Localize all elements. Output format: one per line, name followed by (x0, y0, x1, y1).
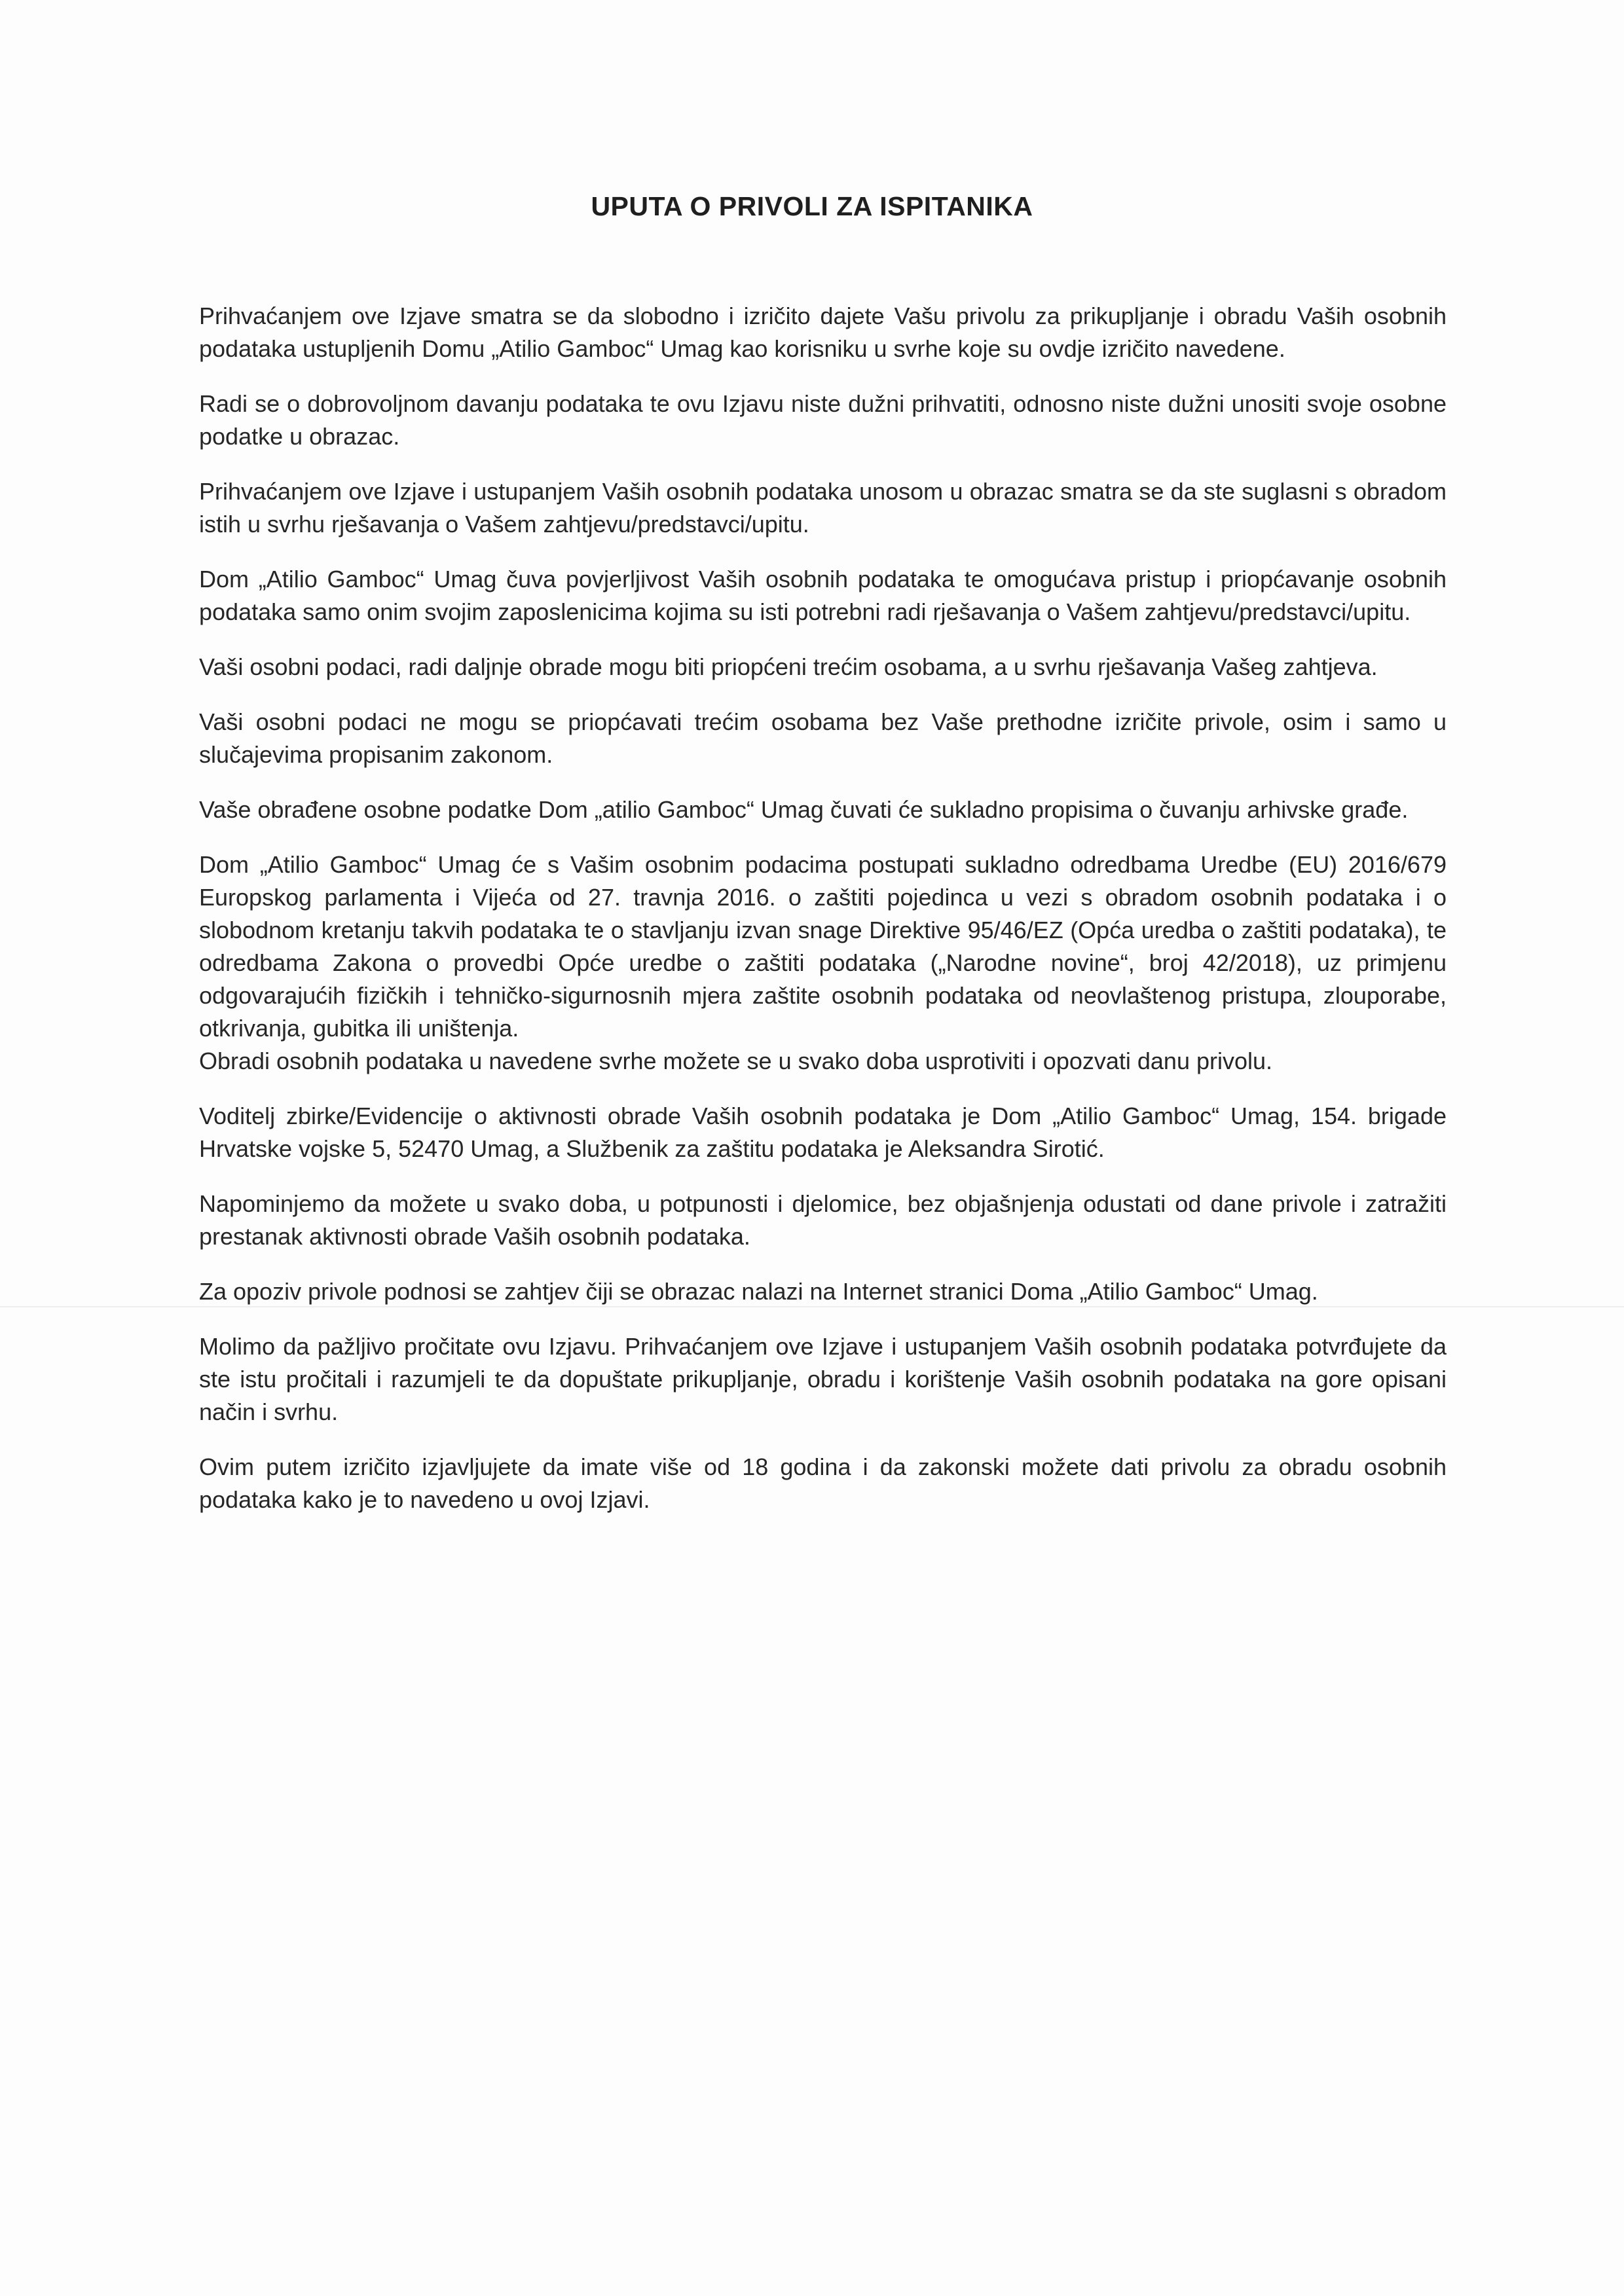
paragraph-age-declaration: Ovim putem izričito izjavljujete da imate više od 18 godina i da zakonski možete dati privolu za obradu osobnih podataka kako je to navedeno u ovoj Izjavi. (199, 1453, 1447, 1513)
paragraph-third-parties: Vaši osobni podaci, radi daljnje obrade mogu biti priopćeni trećim osobama, a u svrhu rješavanja Vašeg zahtjeva. (199, 653, 1378, 680)
paragraph-withdrawal-form: Za opoziv privole podnosi se zahtjev čiji se obrazac nalazi na Internet stranici Doma „Atilio Gamboc“ Umag. (199, 1278, 1318, 1305)
document-title: UPUTA O PRIVOLI ZA ISPITANIKA (591, 191, 1033, 221)
scan-artifact-line (0, 1306, 1624, 1307)
paragraph-right-to-object: Obradi osobnih podataka u navedene svrhe možete se u svako doba usprotiviti i opozvati danu privolu. (199, 1048, 1273, 1074)
paragraph-consent-acceptance: Prihvaćanjem ove Izjave smatra se da slobodno i izričito dajete Vašu privolu za prikupljanje i obradu Vaših osobnih podataka ustupljenih Domu „Atilio Gamboc“ Umag kao korisniku u svrhe koje su ovdje izričito navedene. (199, 302, 1447, 362)
paragraph-archiving: Vaše obrađene osobne podatke Dom „atilio Gamboc“ Umag čuvati će sukladno propisima o čuvanju arhivske građe. (199, 796, 1409, 823)
document-body (199, 300, 1447, 1539)
paragraph-withdrawal: Napominjemo da možete u svako doba, u potpunosti i djelomice, bez objašnjenja odustati od dane privole i zatražiti prestanak aktivnosti obrade Vaših osobnih podataka. (199, 1190, 1447, 1250)
paragraph-gdpr-compliance: Dom „Atilio Gamboc“ Umag će s Vašim osobnim podacima postupati sukladno odredbama Uredbe (EU) 2016/679 Europskog parlamenta i Vijeća od 27. travnja 2016. o zaštiti pojedinca u vezi s obradom osobnih podataka i o slobodnom kretanju takvih podataka te o stavljanju izvan snage Direktive 95/46/EZ (Opća uredba o zaštiti podataka), te odredbama Zakona o provedbi Opće uredbe o zaštiti podataka („Narodne novine“, broj 42/2018), uz primjenu odgovarajućih fizičkih i tehničko-sigurnosnih mjera zaštite osobnih podataka od neovlaštenog pristupa, zlouporabe, otkrivanja, gubitka ili uništenja. (199, 851, 1447, 1042)
paragraph-read-carefully: Molimo da pažljivo pročitate ovu Izjavu. Prihvaćanjem ove Izjave i ustupanjem Vaših osobnih podataka potvrđujete da ste istu pročitali i razumjeli te da dopuštate prikupljanje, obradu i korištenje Vaših osobnih podataka na gore opisani način i svrhu. (199, 1333, 1447, 1425)
paragraph-no-disclosure: Vaši osobni podaci ne mogu se priopćavati trećim osobama bez Vaše prethodne izričite privole, osim i samo u slučajevima propisanim zakonom. (199, 708, 1447, 768)
paragraph-processing-agreement: Prihvaćanjem ove Izjave i ustupanjem Vaših osobnih podataka unosom u obrazac smatra se da ste suglasni s obradom istih u svrhu rješavanja o Vašem zahtjevu/predstavci/upitu. (199, 478, 1447, 538)
paragraph-confidentiality: Dom „Atilio Gamboc“ Umag čuva povjerljivost Vaših osobnih podataka te omogućava pristup i priopćavanje osobnih podataka samo onim svojim zaposlenicima kojima su isti potrebni radi rješavanja o Vašem zahtjevu/predstavci/upitu. (199, 566, 1447, 625)
paragraph-voluntary: Radi se o dobrovoljnom davanju podataka te ovu Izjavu niste dužni prihvatiti, odnosno niste dužni unositi svoje osobne podatke u obrazac. (199, 390, 1447, 450)
paragraph-data-controller: Voditelj zbirke/Evidencije o aktivnosti obrade Vaših osobnih podataka je Dom „Atilio Gamboc“ Umag, 154. brigade Hrvatske vojske 5, 52470 Umag, a Službenik za zaštitu podataka je Aleksandra Sirotić. (199, 1102, 1447, 1162)
